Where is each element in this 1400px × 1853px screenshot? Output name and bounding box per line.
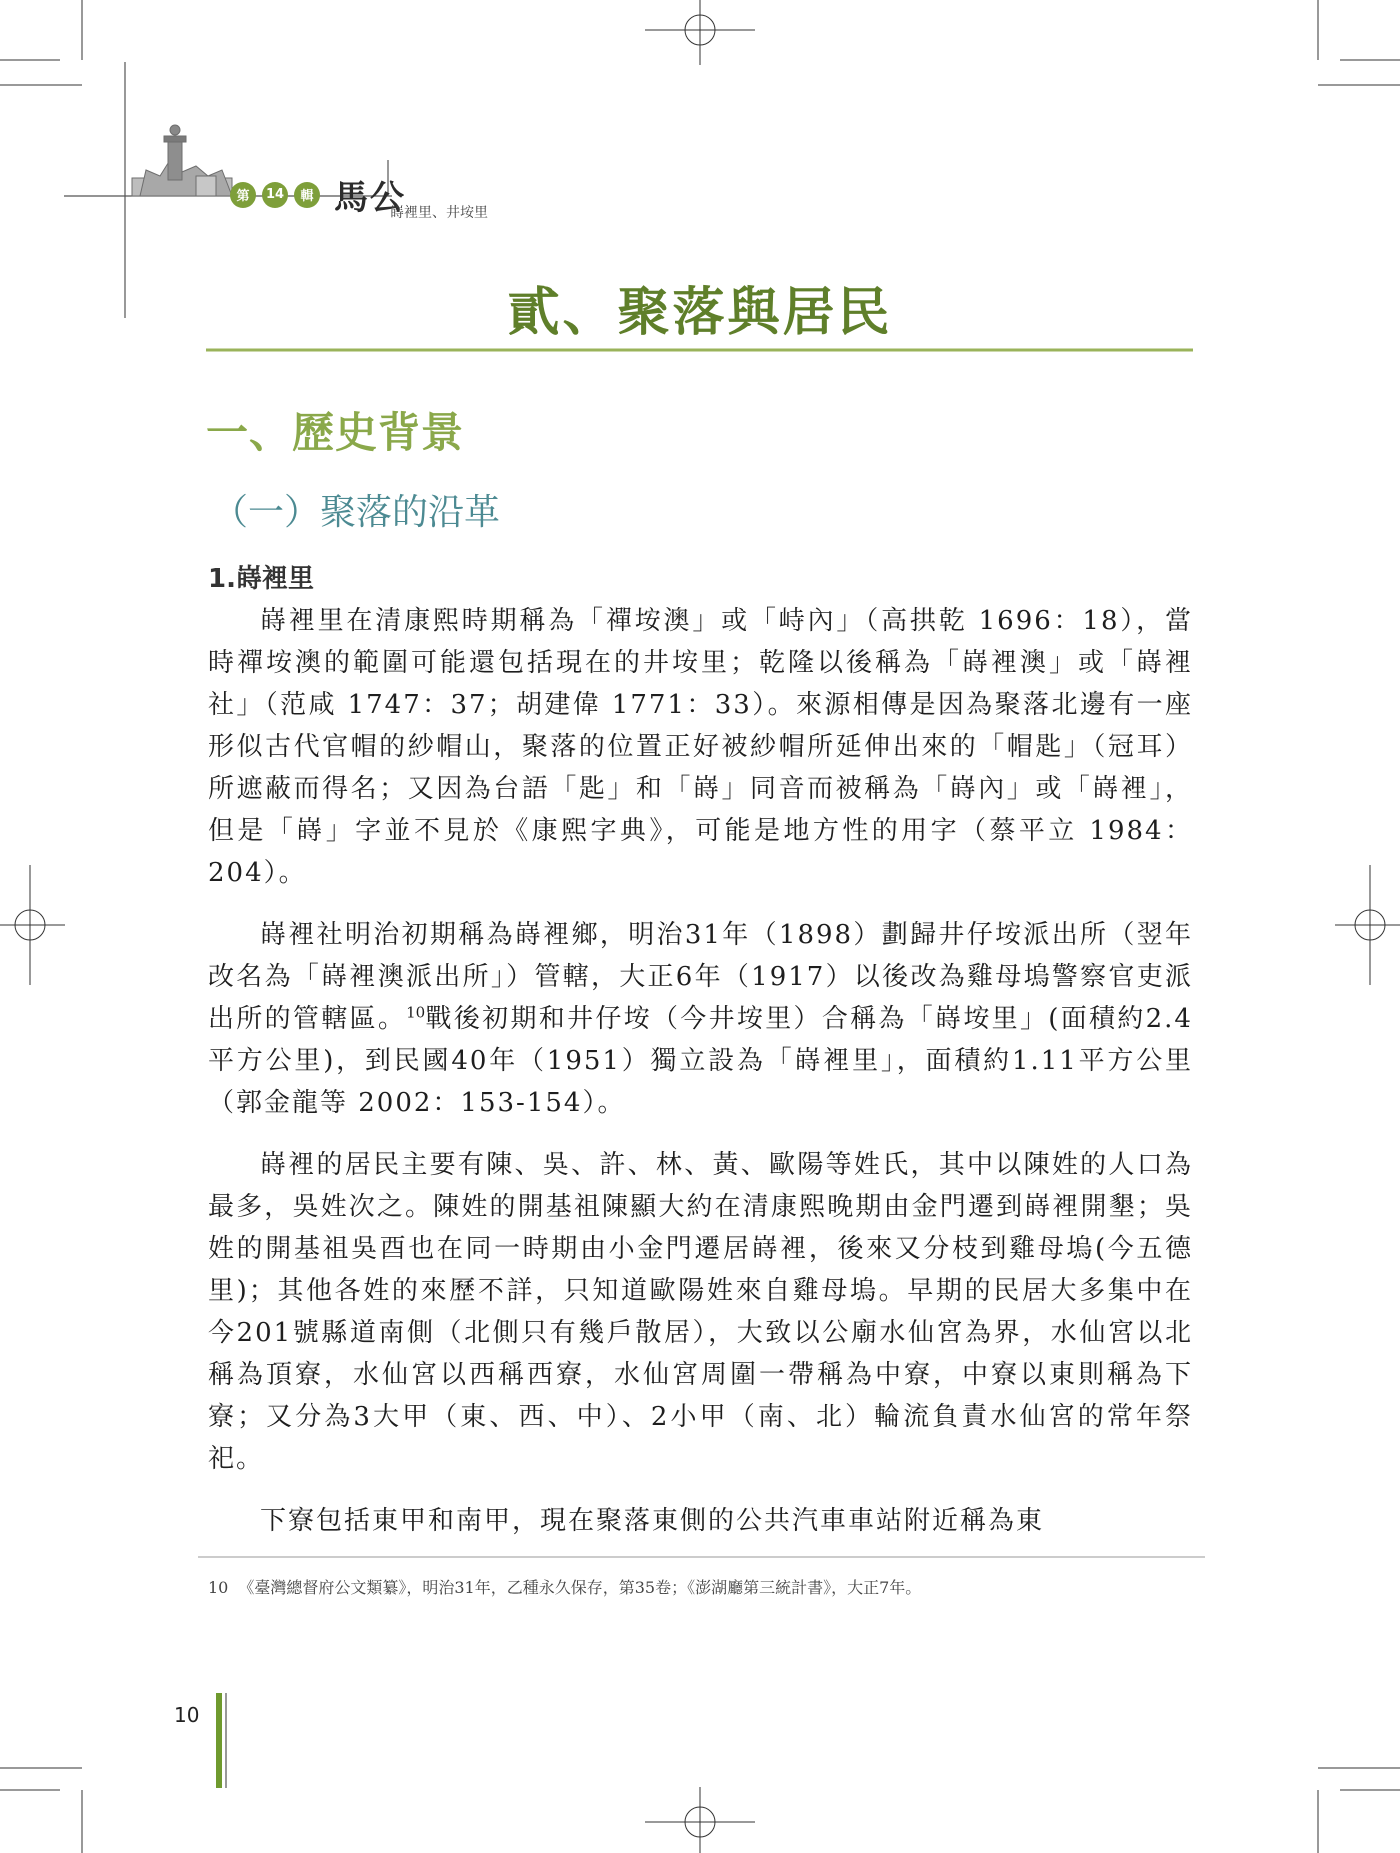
registration-mark-left (0, 865, 65, 985)
paragraph-2-part-b: 戰後初期和井仔垵（今井垵里）合稱為「嵵垵里」(面積約2.4平方公里)，到民國40年（1951）獨立設為「嵵裡里」，面積約1.11平方公里（郭金龍等 2002：153-154）。 (208, 1004, 1193, 1118)
footnote-text: 《臺灣總督府公文類纂》，明治31年，乙種永久保存，第35卷；《澎湖廳第三統計書》，大正7年。 (238, 1578, 922, 1597)
registration-mark-right (1335, 865, 1400, 985)
item-title: 1.嵵裡里 (208, 564, 314, 594)
paragraph-2 (208, 914, 1193, 1124)
crop-mark-bottom-left (0, 1768, 82, 1853)
footnote-reference[interactable]: 10 (406, 1003, 426, 1022)
footnote (208, 1575, 921, 1598)
section-title: 一、歷史背景 (206, 408, 465, 457)
crop-mark-top-right (1318, 0, 1400, 85)
paragraph-3: 嵵裡的居民主要有陳、吳、許、林、黃、歐陽等姓氏，其中以陳姓的人口為最多，吳姓次之。陳姓的開基祖陳顯大約在清康熙晚期由金門遷到嵵裡開墾；吳姓的開基祖吳酉也在同一時期由小金門遷居嵵裡，後來又分枝到雞母塢(今五德里)；其他各姓的來歷不詳，只知道歐陽姓來自雞母塢。早期的民居大多集中在今201號縣道南側（北側只有幾戶散居），大致以公廟水仙宮為界，水仙宮以北稱為頂寮，水仙宮以西稱西寮，水仙宮周圍一帶稱為中寮，中寮以東則稱為下寮；又分為3大甲（東、西、中）、2小甲（南、北）輪流負責水仙宮的常年祭祀。 (208, 1150, 1193, 1474)
paragraph-2-part-a: 嵵裡社明治初期稱為嵵裡鄉，明治31年（1898）劃歸井仔垵派出所（翌年改名為「嵵裡澳派出所」）管轄，大正6年（1917）以後改為雞母塢警察官吏派出所的管轄區。 (208, 920, 1193, 1034)
registration-mark-bottom (645, 1787, 755, 1853)
page-number: 10 (174, 1703, 200, 1727)
subsection-title: （一）聚落的沿革 (212, 492, 501, 533)
footnote-number: 10 (208, 1578, 229, 1597)
crop-mark-top-left (0, 0, 82, 85)
header-illustration (132, 125, 232, 196)
running-header-subtitle: 嵵裡里、井垵里 (390, 205, 488, 221)
page-number-bar (216, 1693, 222, 1788)
crop-mark-bottom-right (1318, 1768, 1400, 1853)
paragraph-4: 下寮包括東甲和南甲，現在聚落東側的公共汽車車站附近稱為東 (260, 1506, 1045, 1536)
series-prefix-badge: 第 (230, 182, 256, 208)
series-badge (230, 170, 406, 219)
chapter-title: 貳、聚落與居民 (507, 282, 893, 343)
body-text (208, 600, 1193, 1562)
series-title: 馬公 (334, 178, 406, 218)
registration-mark-top (645, 0, 755, 65)
series-number-badge: 14 (262, 182, 288, 208)
series-suffix-badge: 輯 (294, 182, 320, 208)
paragraph-1: 嵵裡里在清康熙時期稱為「禪垵澳」或「峙內」（高拱乾 1696：18），當時禪垵澳的範圍可能還包括現在的井垵里；乾隆以後稱為「嵵裡澳」或「嵵裡社」（范咸 1747：37；胡建偉 1771：33）。來源相傳是因為聚落北邊有一座形似古代官帽的紗帽山，聚落的位置正好被紗帽所延伸出來的「帽匙」（冠耳）所遮蔽而得名；又因為台語「匙」和「嵵」同音而被稱為「嵵內」或「嵵裡」，但是「嵵」字並不見於《康熙字典》，可能是地方性的用字（蔡平立 1984：204）。 (208, 606, 1193, 888)
